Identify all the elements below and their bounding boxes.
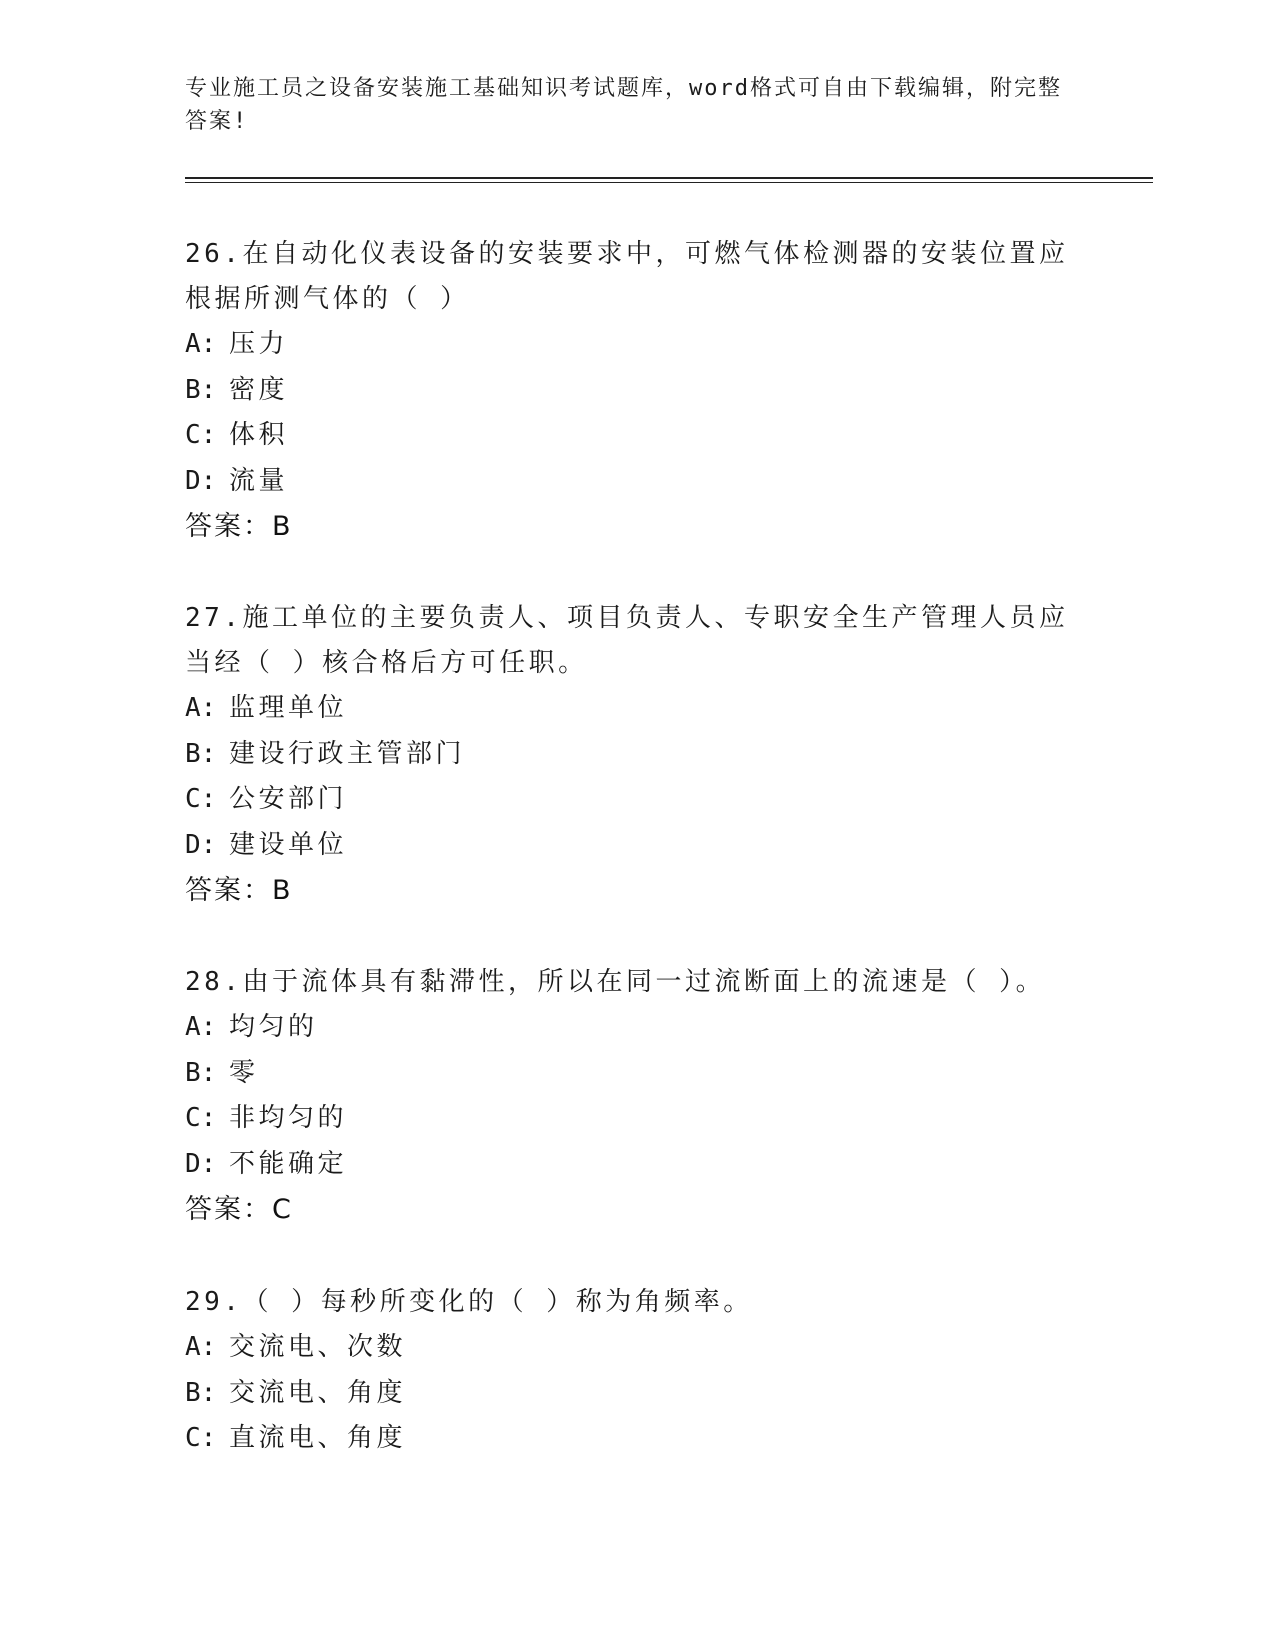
option-letter: D: bbox=[185, 465, 217, 496]
option-letter: B: bbox=[185, 1057, 217, 1088]
option-letter: B: bbox=[185, 738, 217, 769]
option-text: 均匀的 bbox=[229, 1012, 318, 1042]
option-text: 非均匀的 bbox=[229, 1103, 348, 1133]
option-text: 流量 bbox=[229, 465, 289, 496]
question-text: 27.施工单位的主要负责人、项目负责人、专职安全生产管理人员应当经（ ）核合格后方可任职。 bbox=[185, 603, 1069, 678]
document-header: 专业施工员之设备安装施工基础知识考试题库，word格式可自由下载编辑，附完整答案! bbox=[185, 76, 1062, 134]
question-27 bbox=[185, 596, 1085, 914]
header-divider-thin bbox=[185, 182, 1153, 183]
option-c bbox=[185, 1416, 1085, 1462]
answer-line: 答案：C bbox=[185, 1194, 293, 1225]
answer-line: 答案：B bbox=[185, 511, 293, 542]
option-letter: C: bbox=[185, 420, 217, 450]
option-text: 交流电、角度 bbox=[229, 1377, 407, 1408]
option-letter: D: bbox=[185, 829, 217, 860]
option-text: 公安部门 bbox=[229, 784, 348, 814]
option-letter: D: bbox=[185, 1148, 217, 1179]
option-text: 压力 bbox=[229, 329, 289, 359]
header-divider-thick bbox=[185, 177, 1153, 179]
option-b bbox=[185, 1371, 1085, 1417]
option-letter: B: bbox=[185, 1377, 217, 1408]
option-c bbox=[185, 777, 1085, 823]
option-b bbox=[185, 1051, 1085, 1097]
option-letter: A: bbox=[185, 329, 217, 359]
option-text: 建设单位 bbox=[229, 829, 348, 860]
option-text: 监理单位 bbox=[229, 693, 348, 723]
option-a bbox=[185, 686, 1085, 732]
option-b bbox=[185, 732, 1085, 778]
option-d bbox=[185, 459, 1085, 505]
option-a bbox=[185, 1325, 1085, 1371]
option-c bbox=[185, 413, 1085, 459]
question-29 bbox=[185, 1280, 1085, 1462]
option-d bbox=[185, 823, 1085, 869]
option-a bbox=[185, 1005, 1085, 1051]
option-text: 密度 bbox=[229, 374, 289, 405]
question-text: 29.（ ）每秒所变化的（ ）称为角频率。 bbox=[185, 1287, 753, 1317]
option-text: 零 bbox=[229, 1057, 259, 1088]
option-letter: C: bbox=[185, 1423, 217, 1453]
question-text: 26.在自动化仪表设备的安装要求中，可燃气体检测器的安装位置应根据所测气体的（ ） bbox=[185, 239, 1069, 314]
option-letter: A: bbox=[185, 1012, 217, 1042]
answer-line: 答案：B bbox=[185, 875, 293, 906]
question-26 bbox=[185, 232, 1085, 550]
option-letter: C: bbox=[185, 784, 217, 814]
question-28 bbox=[185, 960, 1085, 1233]
option-a bbox=[185, 322, 1085, 368]
option-text: 不能确定 bbox=[229, 1148, 348, 1179]
option-text: 体积 bbox=[229, 420, 289, 450]
option-letter: B: bbox=[185, 374, 217, 405]
option-letter: A: bbox=[185, 693, 217, 723]
option-letter: A: bbox=[185, 1332, 217, 1362]
option-text: 交流电、次数 bbox=[229, 1332, 407, 1362]
option-letter: C: bbox=[185, 1103, 217, 1133]
option-text: 建设行政主管部门 bbox=[229, 738, 466, 769]
option-b bbox=[185, 368, 1085, 414]
option-text: 直流电、角度 bbox=[229, 1423, 407, 1453]
option-d bbox=[185, 1142, 1085, 1188]
option-c bbox=[185, 1096, 1085, 1142]
question-text: 28.由于流体具有黏滞性，所以在同一过流断面上的流速是（ ）。 bbox=[185, 967, 1046, 997]
